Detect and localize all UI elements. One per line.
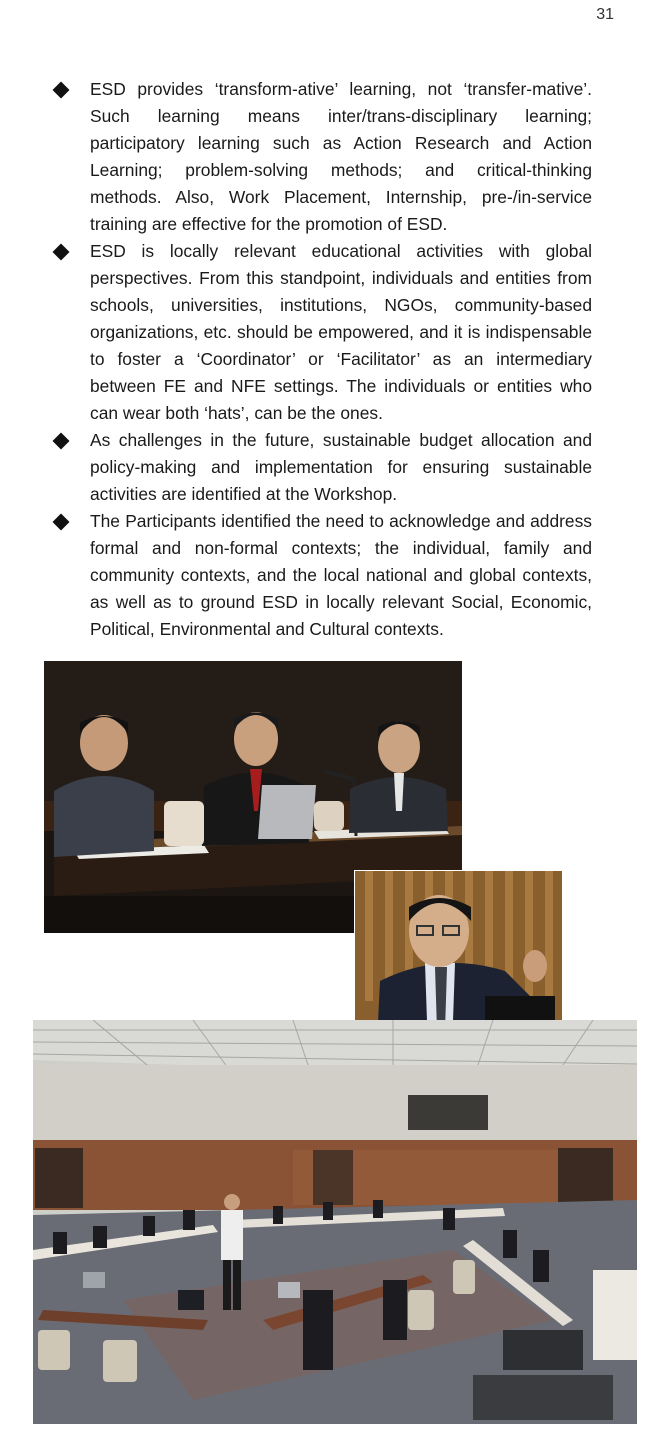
bullet-text: ESD provides ‘transform-ative’ learning, not ‘transfer-mative’. Such learning means inter/trans-disciplinary learning; participatory learning such as Action Research and Action Learning; problem-solving methods; and critical-thinking methods. Also, Work Placement, Internship, pre-/in-service training are effective for the promotion of ESD. [90,79,592,234]
bullet-item [52,76,592,238]
page-number: 31 [596,6,614,23]
bullet-item [52,427,592,508]
diamond-bullet-icon [53,82,70,99]
diamond-bullet-icon [53,433,70,450]
photo-conference-hall [33,1020,637,1424]
bullet-item [52,508,592,643]
bullet-text: ESD is locally relevant educational activities with global perspectives. From this standpoint, individuals and entities from schools, universities, institutions, NGOs, community-based organizations, etc. should be empowered, and it is indispensable to foster a ‘Coordinator’ or ‘Facilitator’ as an intermediary between FE and NFE settings. The individuals or entities who can wear both ‘hats’, can be the ones. [90,241,592,423]
bullet-item [52,238,592,427]
diamond-bullet-icon [53,244,70,261]
diamond-bullet-icon [53,514,70,531]
bullet-list [52,76,592,643]
bullet-text: The Participants identified the need to acknowledge and address formal and non-formal contexts; the individual, family and community contexts, and the local national and global contexts, as well as to ground ESD in locally relevant Social, Economic, Political, Environmental and Cultural contexts. [90,511,592,639]
bullet-text: As challenges in the future, sustainable budget allocation and policy-making and implementation for ensuring sustainable activities are identified at the Workshop. [90,430,592,504]
